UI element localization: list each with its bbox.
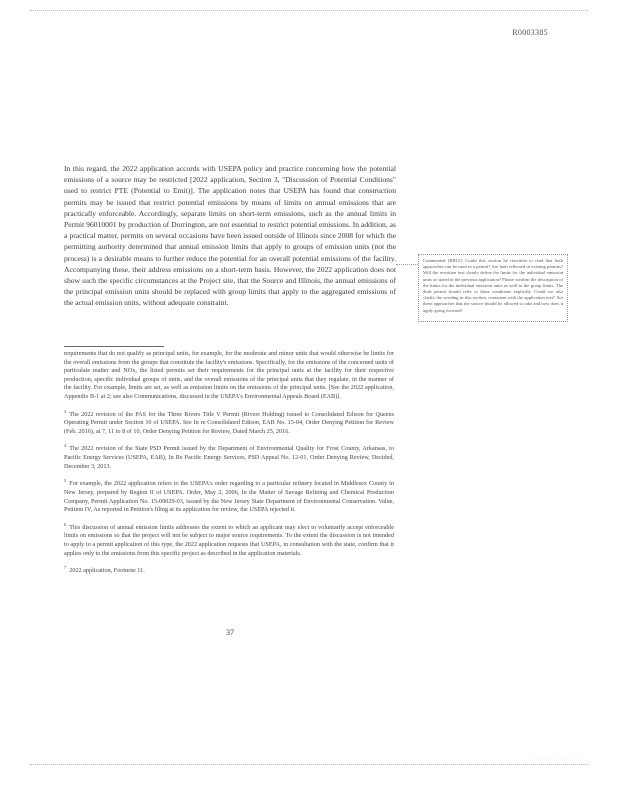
footnote-text: The 2022 revision of the State PSD Permit issued by the Department of Environmental Quality for Frost County, Arkansas, to Pacific Energy Services (USEPA, EAB), In Re Pacific Energy Services, PSD Appeal No. 12-01, Order Denying Review, Decided, December 3, 2013. — [64, 445, 394, 470]
footnote-text: The 2022 revision of the PAS for the Three Rivers Title V Permit (Rivers Holding) issued to Consolidated Edison for Queens Operating Permit under Section 10 of USEPA. See In re Consolidated Edison, EAB No. 15-04, Order Denying Petition for Review (Feb. 2016), at 7, 11 to 8 of 10, Order Denying Petition for Review, Dated March 25, 2016. — [64, 410, 394, 435]
bates-number: R0003385 — [512, 28, 548, 37]
margin-comment-text: Commented [BB12]: Could this section be rewritten to read that both approaches can be used in a permit? Are both reflected in existing permits? Will the rewritten text clearly define the limits for the individual emission units as stated in the previous application? Please confirm the description of the limits for the individual emission units as well as the group limits. The draft permit should refer to these conditions explicitly. Could we also clarify the wording in this section, consistent with the application text? Are these approaches that the source should be allowed to take and how does it apply going forward? — [423, 258, 563, 313]
footnote — [64, 408, 394, 437]
footnote-number: 6 — [64, 521, 67, 527]
footnote-separator — [64, 346, 164, 347]
footnote-text: For example, the 2022 application refers to the USEPA's order regarding to a particular refinery located in Middlesex County in New Jersey, prepared by Region II of USEPA. Order, May 2, 2006, In the Matter of Savage Refining and Chemical Production Company, Permit Application No. 15-00029-03, issued by the New Jersey State Department of Environmental Conservation. Value, Petition IV, As reported in Petition's filing at its application for review, the USEPA rejected it. — [64, 480, 394, 514]
footnotes — [64, 350, 394, 582]
scan-mark-bottom-right: · · · · · · · · · · — [531, 757, 578, 762]
scan-edge-top — [30, 10, 588, 11]
main-body-text — [64, 163, 396, 309]
main-paragraph: In this regard, the 2022 application accords with USEPA policy and practice concerning how the potential emissions of a source may be restricted [2022 application, Section 3, "Discussion of Potential Conditions" used to restrict PTE (Potential to Emit)]. The application notes that USEPA has found that construction permits may be issued that restrict potential emissions by means of limits on annual emissions that are practically enforceable. Accordingly, separate limits on short-term emissions, such as the annual limits in Permit 96010001 by production of Dorrington, are not essential to restrict potential emissions. In addition, as a practical matter, permits on several occasions have been issued outside of Illinois since 2008 for which the permitting authority determined that annual emission limits that apply to groups of emission units (not the process) is a desirable means to further reduce the potential for an overall potential emissions of the facility. Accompanying these, their address emissions on a short-term basis. However, the 2022 application does not show such the specific circumstances at the Project site, that the Source and Illinois, the annual emissions of the principal emission units should be replaced with group limits that apply to the aggregated emissions of the actual emission units, without adequate constraint. — [64, 164, 396, 308]
footnote-number: 4 — [64, 443, 67, 449]
footnote — [64, 442, 394, 471]
footnote-continuation: requirements that do not qualify as principal units, for example, for the moderate and minor units that would otherwise be limits for the overall emissions from the groups that constitute the facility's emissions. Specifically, for the emissions of the concerned units of particulate matter and NOx, the listed permits set their requirements for the principal units at the facility for their respective production, specific individual groups of units, and the overall emissions of the principal units that they regulate, in the manner of the facility. For example, limits are set, as well as emission limits on the emissions of the principal units. [See the 2022 application, Appendix B-1 at 2; see also Communications, discussed in the USEPA's Environmental Appeals Board (EAB)]. — [64, 350, 394, 400]
footnote-text: 2022 application, Footnote 11. — [69, 567, 145, 575]
comment-connector — [396, 264, 418, 265]
scan-edge-bottom — [30, 764, 588, 765]
footnote-number: 3 — [64, 408, 67, 414]
footnote-number: 5 — [64, 478, 67, 484]
footnote-text: This discussion of annual emission limits addresses the extent to which an applicant may elect to voluntarily accept enforceable limits on emissions so that the project will not be subject to major source requirements. To the extent the discussion is not intended to apply to a permit application of this type, the 2022 application requests that USEPA, in consultation with the state, confirm that it applies only to the emissions from this specific project as described in the application materials. — [64, 523, 394, 557]
page-number: 37 — [226, 628, 234, 637]
footnote — [64, 564, 394, 576]
footnote — [64, 477, 394, 514]
footnote — [64, 521, 394, 558]
margin-comment[interactable] — [418, 254, 568, 322]
footnote-number: 7 — [64, 565, 67, 571]
